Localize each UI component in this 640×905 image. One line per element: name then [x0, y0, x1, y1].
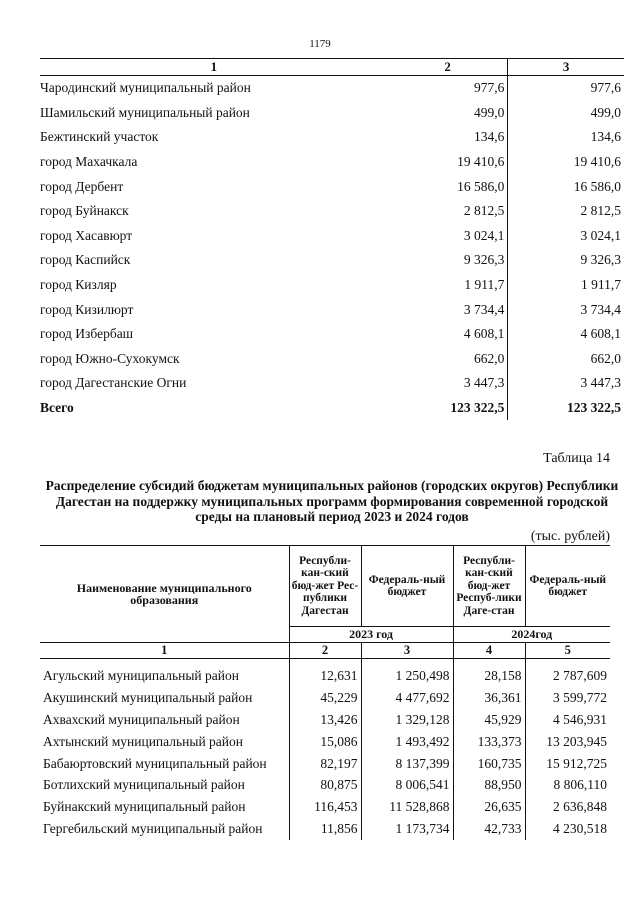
header-name: Наименование муниципального образования — [40, 546, 289, 643]
table-row — [40, 818, 610, 840]
units-label: (тыс. рублей) — [530, 529, 610, 544]
col-num-5: 5 — [525, 643, 610, 659]
row-value-2: 19 410,6 — [388, 150, 508, 175]
column-number-row — [40, 643, 610, 659]
table-row — [40, 687, 610, 709]
header-fed-2023: Федераль-ный бюджет — [361, 546, 453, 627]
row-value-c5: 8 806,110 — [553, 777, 607, 793]
table-row — [40, 101, 624, 126]
row-value-c3: 11 528,868 — [361, 796, 453, 818]
table-row — [40, 753, 610, 775]
row-value-c5: 4 230,518 — [553, 821, 607, 837]
table-row — [40, 731, 610, 753]
row-name: город Дербент — [40, 178, 124, 194]
table-row — [40, 796, 610, 818]
row-name: город Кизилюрт — [40, 301, 134, 317]
table-row — [40, 709, 610, 731]
row-value-2: 662,0 — [388, 347, 508, 372]
row-value-3: 3 734,4 — [580, 301, 621, 317]
row-value-c5: 3 599,772 — [553, 689, 607, 705]
table-row — [40, 347, 624, 372]
row-value-2: 499,0 — [388, 101, 508, 126]
header-year-2024: 2024год — [453, 627, 610, 643]
row-name: Ахтынский муниципальный район — [40, 731, 289, 753]
total-label: Всего — [40, 400, 74, 416]
row-value-c5: 15 912,725 — [546, 755, 607, 771]
row-value-c3: 8 006,541 — [361, 774, 453, 796]
page-number: 1179 — [309, 38, 331, 50]
row-value-c3: 8 137,399 — [361, 753, 453, 775]
row-name: город Избербаш — [40, 326, 134, 342]
row-name: Ботлихский муниципальный район — [40, 774, 289, 796]
table-row — [40, 665, 610, 687]
row-name: Агульский муниципальный район — [40, 665, 289, 687]
table-continued — [40, 58, 624, 420]
row-value-2: 134,6 — [388, 125, 508, 150]
row-value-c2: 13,426 — [289, 709, 361, 731]
row-name: Чародинский муниципальный район — [40, 80, 251, 96]
row-value-c5: 2 636,848 — [553, 799, 607, 815]
row-value-3: 3 447,3 — [580, 375, 621, 391]
row-name: город Каспийск — [40, 252, 131, 268]
col-num-4: 4 — [453, 643, 525, 659]
row-value-3: 662,0 — [590, 350, 621, 366]
row-value-2: 9 326,3 — [388, 248, 508, 273]
row-name: Гергебильский муниципальный район — [40, 818, 289, 840]
row-value-3: 1 911,7 — [581, 277, 621, 293]
row-name: город Буйнакск — [40, 203, 129, 219]
row-value-3: 3 024,1 — [580, 227, 621, 243]
row-name: Акушинский муниципальный район — [40, 687, 289, 709]
row-value-2: 4 608,1 — [388, 322, 508, 347]
row-value-c2: 80,875 — [289, 774, 361, 796]
col-header-1: 1 — [40, 59, 388, 76]
row-value-c4: 28,158 — [453, 665, 525, 687]
row-value-c5: 4 546,931 — [553, 711, 607, 727]
row-value-2: 2 812,5 — [388, 199, 508, 224]
table-row — [40, 125, 624, 150]
row-value-2: 3 024,1 — [388, 224, 508, 249]
table-row — [40, 248, 624, 273]
header-rep-2023: Республи-кан-ский бюд-жет Рес-публики Дагестан — [289, 546, 361, 627]
row-value-c4: 26,635 — [453, 796, 525, 818]
table-row — [40, 224, 624, 249]
row-value-3: 19 410,6 — [573, 154, 621, 170]
row-value-3: 16 586,0 — [573, 178, 621, 194]
table-row — [40, 273, 624, 298]
col-header-3: 3 — [508, 59, 624, 76]
table-header-row — [40, 59, 624, 76]
subsidy-table — [40, 545, 610, 840]
table-title: Распределение субсидий бюджетам муниципальных районов (городских округов) Республики Дагестан на поддержку муниципальных программ формирования современной городской среды на плановый период 2023 и 2024 годов — [45, 478, 619, 524]
row-value-2: 977,6 — [388, 76, 508, 101]
row-name: город Дагестанские Огни — [40, 375, 187, 391]
col-num-2: 2 — [289, 643, 361, 659]
table-row — [40, 199, 624, 224]
row-value-3: 499,0 — [590, 104, 621, 120]
row-name: Буйнакский муниципальный район — [40, 796, 289, 818]
row-value-2: 3 447,3 — [388, 371, 508, 396]
header-year-2023: 2023 год — [289, 627, 453, 643]
row-value-2: 3 734,4 — [388, 297, 508, 322]
row-name: город Хасавюрт — [40, 227, 133, 243]
row-value-c3: 1 493,492 — [361, 731, 453, 753]
row-value-3: 4 608,1 — [580, 326, 621, 342]
table-row — [40, 297, 624, 322]
row-value-c2: 15,086 — [289, 731, 361, 753]
table-row — [40, 774, 610, 796]
table-body — [40, 659, 610, 841]
header-rep-2024: Республи-кан-ский бюд-жет Респуб-лики Даге-стан — [453, 546, 525, 627]
table-body — [40, 76, 624, 421]
row-value-c4: 36,361 — [453, 687, 525, 709]
row-value-3: 9 326,3 — [580, 252, 621, 268]
total-value-2: 123 322,5 — [388, 396, 508, 421]
row-value-c4: 45,929 — [453, 709, 525, 731]
row-value-2: 16 586,0 — [388, 174, 508, 199]
row-value-c2: 45,229 — [289, 687, 361, 709]
row-value-c3: 4 477,692 — [361, 687, 453, 709]
table-row — [40, 174, 624, 199]
table-row — [40, 150, 624, 175]
header-row — [40, 546, 610, 627]
col-header-2: 2 — [388, 59, 508, 76]
table-row — [40, 322, 624, 347]
row-value-c4: 160,735 — [453, 753, 525, 775]
row-value-c2: 82,197 — [289, 753, 361, 775]
row-value-c4: 133,373 — [453, 731, 525, 753]
table-label: Таблица 14 — [543, 451, 610, 466]
row-value-3: 977,6 — [590, 80, 621, 96]
row-value-3: 2 812,5 — [580, 203, 621, 219]
row-value-3: 134,6 — [590, 129, 621, 145]
row-value-c5: 13 203,945 — [546, 733, 607, 749]
col-num-3: 3 — [361, 643, 453, 659]
row-name: Ахвахский муниципальный район — [40, 709, 289, 731]
row-name: Бежтинский участок — [40, 129, 159, 145]
row-value-c3: 1 329,128 — [361, 709, 453, 731]
col-num-1: 1 — [40, 643, 289, 659]
row-name: Бабаюртовский муниципальный район — [40, 753, 289, 775]
total-value-3: 123 322,5 — [567, 400, 621, 416]
total-row — [40, 396, 624, 421]
header-fed-2024: Федераль-ный бюджет — [525, 546, 610, 627]
table-row — [40, 76, 624, 101]
row-value-c2: 12,631 — [289, 665, 361, 687]
table-row — [40, 371, 624, 396]
row-value-c4: 88,950 — [453, 774, 525, 796]
row-value-2: 1 911,7 — [388, 273, 508, 298]
row-name: город Махачкала — [40, 154, 138, 170]
row-value-c2: 116,453 — [289, 796, 361, 818]
row-name: город Южно-Сухокумск — [40, 350, 180, 366]
row-value-c4: 42,733 — [453, 818, 525, 840]
row-value-c3: 1 250,498 — [361, 665, 453, 687]
row-value-c5: 2 787,609 — [553, 667, 607, 683]
row-name: город Кизляр — [40, 277, 117, 293]
row-name: Шамильский муниципальный район — [40, 104, 250, 120]
row-value-c2: 11,856 — [289, 818, 361, 840]
row-value-c3: 1 173,734 — [361, 818, 453, 840]
